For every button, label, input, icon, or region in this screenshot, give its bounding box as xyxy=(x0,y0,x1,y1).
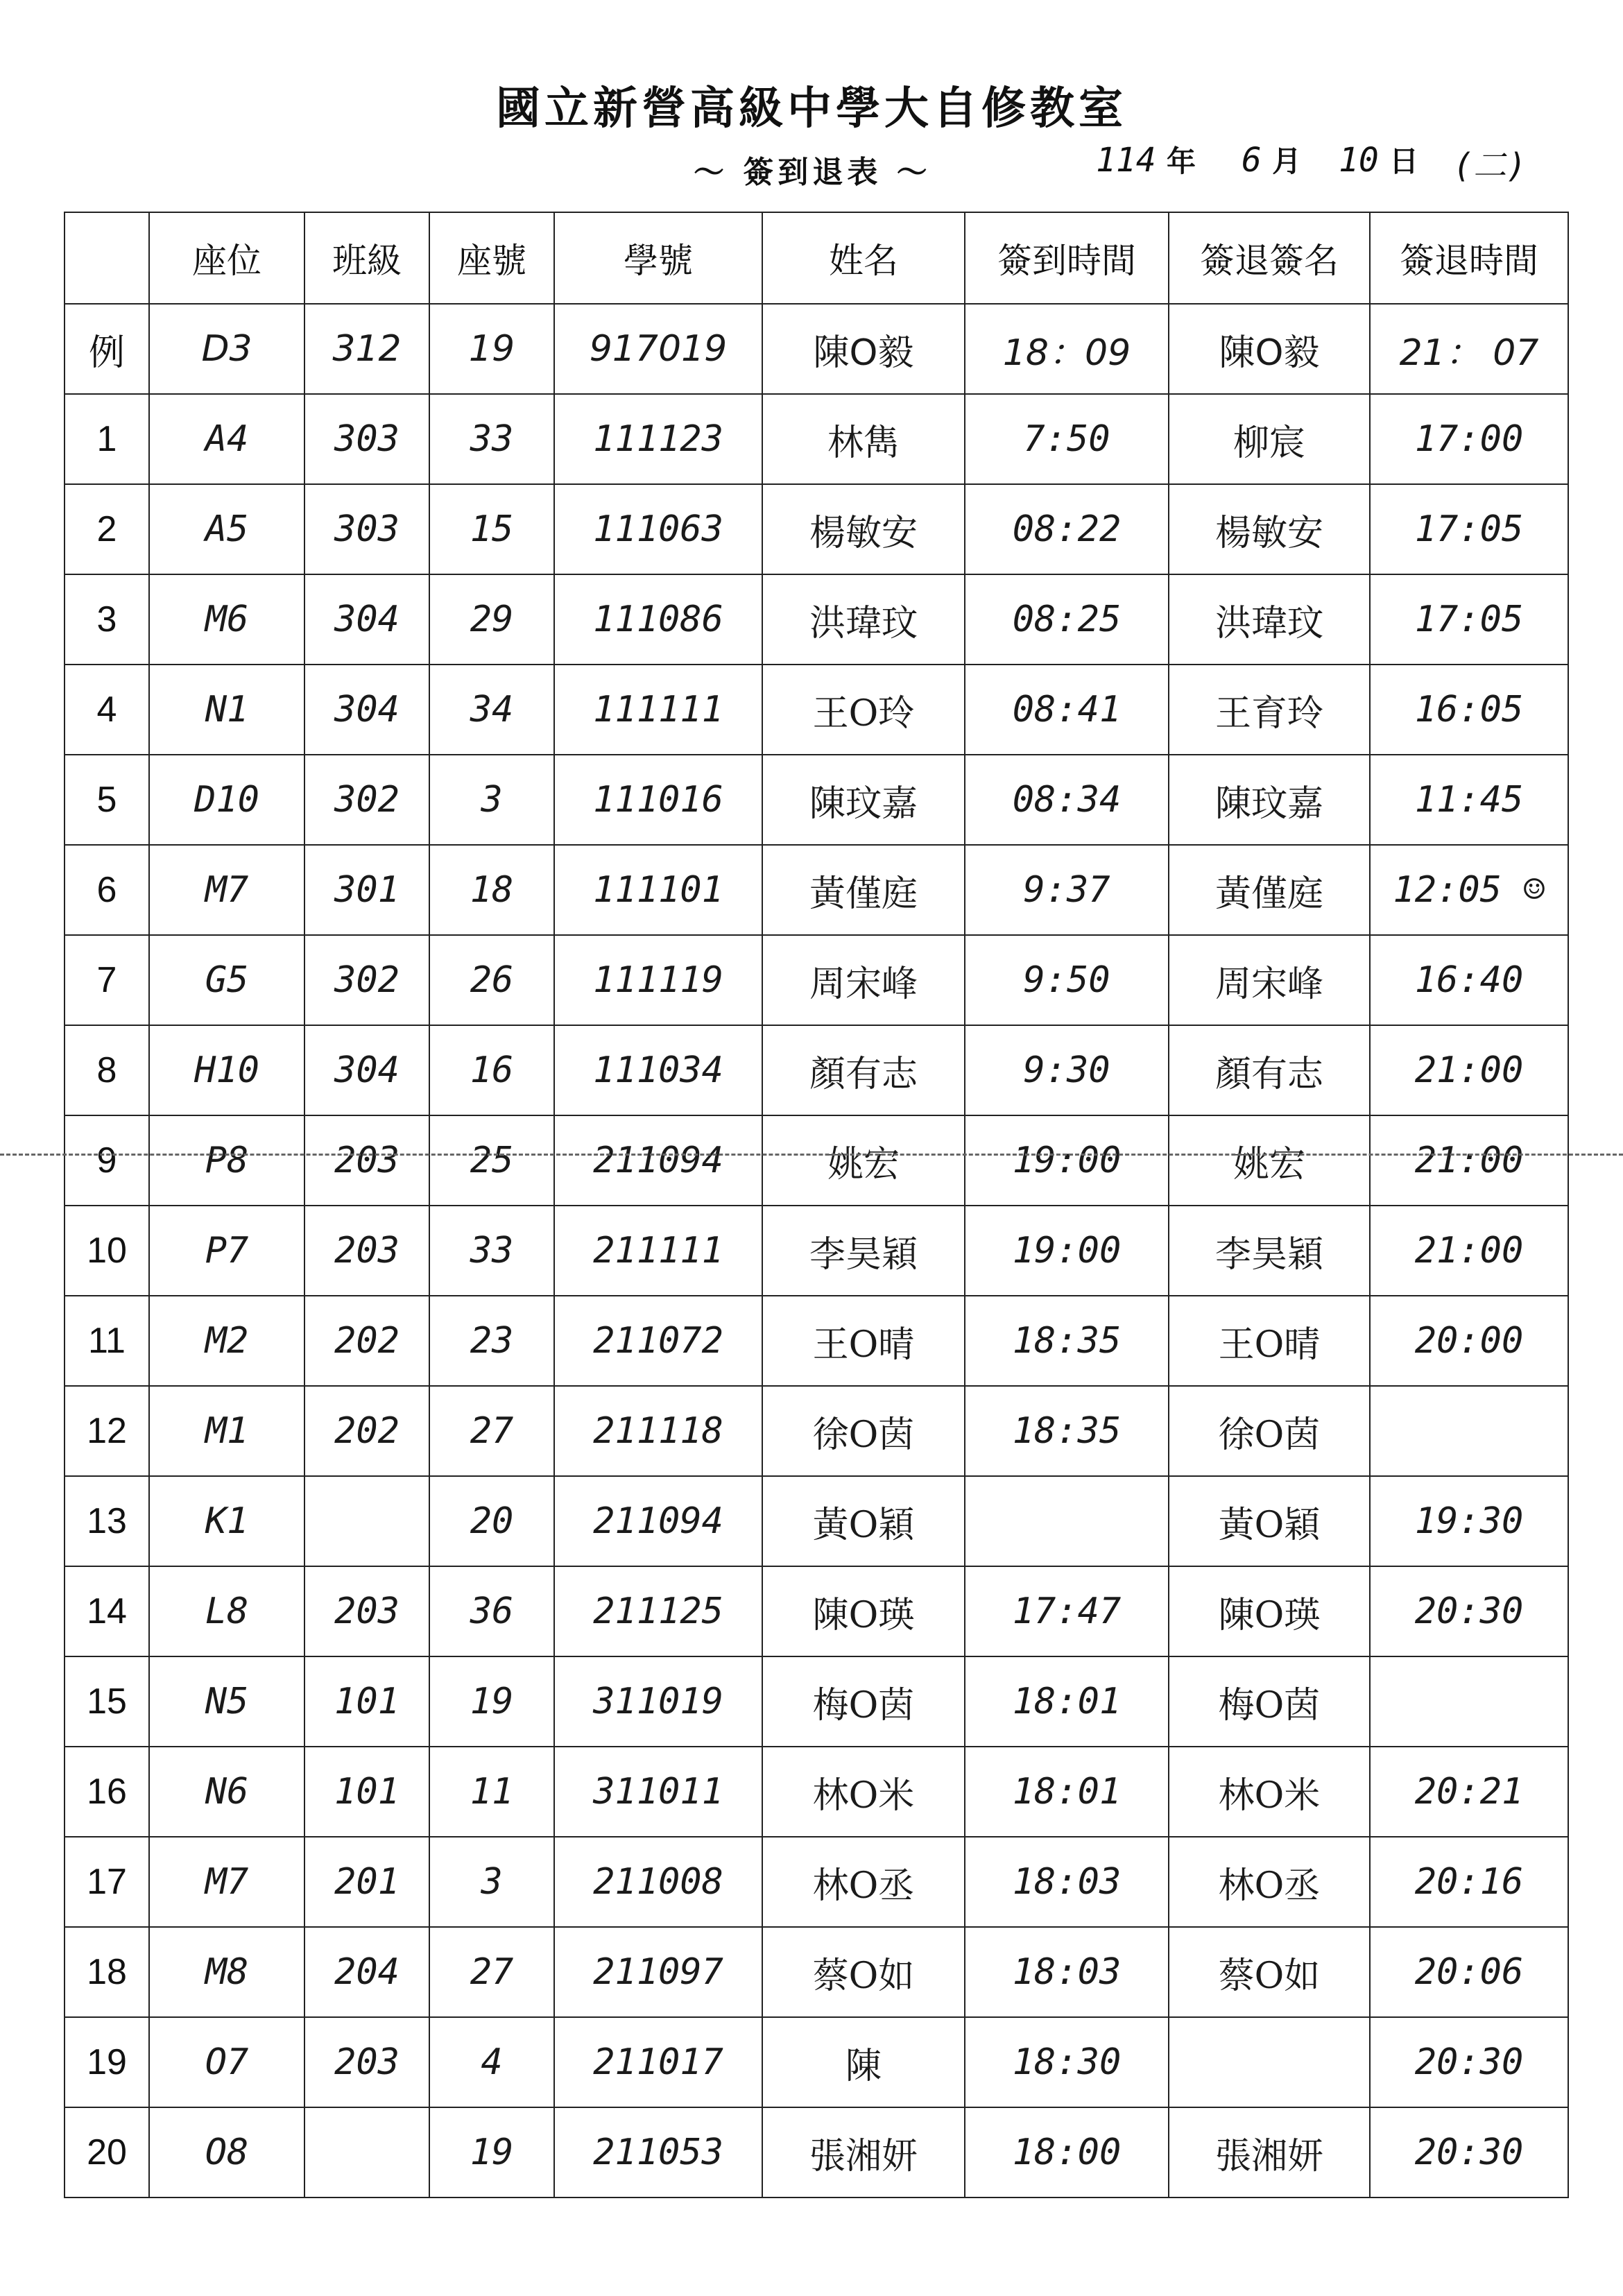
sign-out-time-cell: 20:21 xyxy=(1370,1747,1568,1837)
example-sign-out-time: 21： 07 xyxy=(1370,304,1568,394)
sign-in-time-cell: 08:41 xyxy=(965,665,1169,755)
student-id-cell: 111086 xyxy=(554,574,762,665)
row-index: 20 xyxy=(65,2107,149,2198)
name-cell: 張湘妍 xyxy=(762,2107,965,2198)
sign-in-time-cell: 08:22 xyxy=(965,484,1169,574)
seat-cell: N6 xyxy=(149,1747,304,1837)
class-cell: 203 xyxy=(304,2017,429,2107)
name-cell: 姚宏 xyxy=(762,1115,965,1206)
sign-out-signature-cell: 周宋峰 xyxy=(1169,935,1370,1025)
student-id-cell: 211072 xyxy=(554,1296,762,1386)
col-header-seat: 座位 xyxy=(149,212,304,304)
seat-no-cell: 20 xyxy=(429,1476,554,1566)
sign-in-time-cell: 18:00 xyxy=(965,2107,1169,2198)
class-cell: 302 xyxy=(304,935,429,1025)
sign-out-signature-cell: 王育玲 xyxy=(1169,665,1370,755)
student-id-cell: 111111 xyxy=(554,665,762,755)
seat-no-cell: 18 xyxy=(429,845,554,935)
row-index: 2 xyxy=(65,484,149,574)
sign-out-time-cell xyxy=(1370,1386,1568,1476)
date-month xyxy=(1242,139,1301,180)
sign-out-signature-cell: 王O晴 xyxy=(1169,1296,1370,1386)
table-row xyxy=(65,1566,1568,1656)
row-index: 5 xyxy=(65,755,149,845)
seat-cell: M8 xyxy=(149,1927,304,2017)
sign-out-signature-cell: 梅O茵 xyxy=(1169,1656,1370,1747)
date-weekday xyxy=(1453,139,1527,187)
class-cell xyxy=(304,2107,429,2198)
name-cell: 洪瑋玟 xyxy=(762,574,965,665)
student-id-cell: 111101 xyxy=(554,845,762,935)
table-row xyxy=(65,1206,1568,1296)
seat-no-cell: 25 xyxy=(429,1115,554,1206)
seat-cell: N1 xyxy=(149,665,304,755)
class-cell: 304 xyxy=(304,574,429,665)
sign-out-time-cell: 20:06 xyxy=(1370,1927,1568,2017)
sign-out-time-cell: 20:00 xyxy=(1370,1296,1568,1386)
row-index: 14 xyxy=(65,1566,149,1656)
seat-no-cell: 36 xyxy=(429,1566,554,1656)
name-cell: 陳玟嘉 xyxy=(762,755,965,845)
class-cell: 202 xyxy=(304,1296,429,1386)
sign-out-time-cell: 19:30 xyxy=(1370,1476,1568,1566)
date-day-label: 日 xyxy=(1389,144,1419,178)
sign-in-time-cell: 18:03 xyxy=(965,1927,1169,2017)
table-row xyxy=(65,1115,1568,1206)
date-day-value: 10 xyxy=(1339,141,1379,180)
col-header-name: 姓名 xyxy=(762,212,965,304)
seat-no-cell: 3 xyxy=(429,755,554,845)
sign-out-time-cell: 16:05 xyxy=(1370,665,1568,755)
sign-out-time-cell: 17:05 xyxy=(1370,484,1568,574)
sign-in-time-cell: 18:01 xyxy=(965,1656,1169,1747)
class-cell: 203 xyxy=(304,1566,429,1656)
sign-in-time-cell: 9:37 xyxy=(965,845,1169,935)
table-row xyxy=(65,845,1568,935)
sign-out-time-cell: 20:30 xyxy=(1370,2017,1568,2107)
sign-in-table xyxy=(64,212,1569,2198)
student-id-cell: 211017 xyxy=(554,2017,762,2107)
date-month-label: 月 xyxy=(1272,144,1302,178)
table-row xyxy=(65,2017,1568,2107)
page-title: 國立新營高級中學大自修教室 xyxy=(496,83,1127,135)
name-cell: 顏有志 xyxy=(762,1025,965,1115)
student-id-cell: 111063 xyxy=(554,484,762,574)
row-index: 4 xyxy=(65,665,149,755)
class-cell: 201 xyxy=(304,1837,429,1927)
table-row xyxy=(65,1747,1568,1837)
sign-in-time-cell xyxy=(965,1476,1169,1566)
seat-cell: N5 xyxy=(149,1656,304,1747)
sign-in-time-cell: 18:30 xyxy=(965,2017,1169,2107)
student-id-cell: 311019 xyxy=(554,1656,762,1747)
student-id-cell: 211118 xyxy=(554,1386,762,1476)
sign-out-signature-cell: 陳O瑛 xyxy=(1169,1566,1370,1656)
sign-out-time-cell: 16:40 xyxy=(1370,935,1568,1025)
seat-cell: K1 xyxy=(149,1476,304,1566)
row-index: 13 xyxy=(65,1476,149,1566)
seat-cell: G5 xyxy=(149,935,304,1025)
sign-out-signature-cell: 黃僅庭 xyxy=(1169,845,1370,935)
student-id-cell: 111034 xyxy=(554,1025,762,1115)
seat-no-cell: 26 xyxy=(429,935,554,1025)
sign-out-signature-cell: 顏有志 xyxy=(1169,1025,1370,1115)
table-row xyxy=(65,935,1568,1025)
seat-no-cell: 15 xyxy=(429,484,554,574)
row-index: 3 xyxy=(65,574,149,665)
example-student-id: 917019 xyxy=(554,304,762,394)
class-cell: 204 xyxy=(304,1927,429,2017)
seat-cell: M7 xyxy=(149,845,304,935)
name-cell: 周宋峰 xyxy=(762,935,965,1025)
name-cell: 王O晴 xyxy=(762,1296,965,1386)
example-class: 312 xyxy=(304,304,429,394)
class-cell: 303 xyxy=(304,394,429,484)
row-index: 11 xyxy=(65,1296,149,1386)
table-row xyxy=(65,665,1568,755)
name-cell: 林雋 xyxy=(762,394,965,484)
sign-out-time-cell xyxy=(1370,1656,1568,1747)
sign-out-signature-cell: 林O米 xyxy=(1169,1747,1370,1837)
sign-in-time-cell: 17:47 xyxy=(965,1566,1169,1656)
sign-out-time-cell: 17:00 xyxy=(1370,394,1568,484)
table-row xyxy=(65,1927,1568,2017)
date-year-value: 114 xyxy=(1096,141,1156,180)
fold-dashed-line xyxy=(0,1154,1623,1156)
name-cell: 林O米 xyxy=(762,1747,965,1837)
sign-in-time-cell: 18:03 xyxy=(965,1837,1169,1927)
table-row xyxy=(65,1025,1568,1115)
form-subtitle: ～ 簽到退表 ～ xyxy=(694,155,931,190)
class-cell: 301 xyxy=(304,845,429,935)
class-cell: 304 xyxy=(304,1025,429,1115)
col-header-sign-out-time: 簽退時間 xyxy=(1370,212,1568,304)
sign-in-time-cell: 19:00 xyxy=(965,1115,1169,1206)
sign-in-time-cell: 9:50 xyxy=(965,935,1169,1025)
date-month-value: 6 xyxy=(1242,141,1262,180)
example-sign-out-signature: 陳O毅 xyxy=(1169,304,1370,394)
class-cell: 101 xyxy=(304,1656,429,1747)
seat-cell: D10 xyxy=(149,755,304,845)
sign-out-time-cell: 21:00 xyxy=(1370,1115,1568,1206)
name-cell: 林O丞 xyxy=(762,1837,965,1927)
sign-out-signature-cell: 陳玟嘉 xyxy=(1169,755,1370,845)
class-cell: 302 xyxy=(304,755,429,845)
seat-cell: P8 xyxy=(149,1115,304,1206)
sign-out-signature-cell: 林O丞 xyxy=(1169,1837,1370,1927)
col-header-sign-out-signature: 簽退簽名 xyxy=(1169,212,1370,304)
seat-cell: O7 xyxy=(149,2017,304,2107)
sign-in-time-cell: 9:30 xyxy=(965,1025,1169,1115)
seat-no-cell: 33 xyxy=(429,1206,554,1296)
student-id-cell: 111119 xyxy=(554,935,762,1025)
sign-out-signature-cell: 李昊穎 xyxy=(1169,1206,1370,1296)
student-id-cell: 211094 xyxy=(554,1476,762,1566)
name-cell: 王O玲 xyxy=(762,665,965,755)
sign-out-signature-cell: 黃O穎 xyxy=(1169,1476,1370,1566)
class-cell: 304 xyxy=(304,665,429,755)
seat-no-cell: 11 xyxy=(429,1747,554,1837)
row-index: 10 xyxy=(65,1206,149,1296)
seat-no-cell: 33 xyxy=(429,394,554,484)
sign-out-signature-cell: 洪瑋玟 xyxy=(1169,574,1370,665)
table-row xyxy=(65,1837,1568,1927)
sign-in-time-cell: 18:01 xyxy=(965,1747,1169,1837)
table-header-row xyxy=(65,212,1568,304)
sign-out-time-cell: 11:45 xyxy=(1370,755,1568,845)
class-cell: 202 xyxy=(304,1386,429,1476)
seat-cell: M6 xyxy=(149,574,304,665)
row-index: 6 xyxy=(65,845,149,935)
sign-out-signature-cell: 蔡O如 xyxy=(1169,1927,1370,2017)
sign-out-signature-cell: 張湘妍 xyxy=(1169,2107,1370,2198)
row-index: 16 xyxy=(65,1747,149,1837)
student-id-cell: 311011 xyxy=(554,1747,762,1837)
example-sign-in-time: 18：09 xyxy=(965,304,1169,394)
example-name: 陳O毅 xyxy=(762,304,965,394)
example-row xyxy=(65,304,1568,394)
student-id-cell: 211125 xyxy=(554,1566,762,1656)
table-row xyxy=(65,484,1568,574)
seat-cell: A4 xyxy=(149,394,304,484)
row-index: 15 xyxy=(65,1656,149,1747)
sign-out-time-cell: 20:16 xyxy=(1370,1837,1568,1927)
row-index: 12 xyxy=(65,1386,149,1476)
seat-no-cell: 4 xyxy=(429,2017,554,2107)
row-index: 7 xyxy=(65,935,149,1025)
name-cell: 黃僅庭 xyxy=(762,845,965,935)
example-seat: D3 xyxy=(149,304,304,394)
student-id-cell: 211053 xyxy=(554,2107,762,2198)
seat-no-cell: 3 xyxy=(429,1837,554,1927)
seat-no-cell: 16 xyxy=(429,1025,554,1115)
seat-cell: O8 xyxy=(149,2107,304,2198)
sign-out-time-cell: 21:00 xyxy=(1370,1025,1568,1115)
date-day xyxy=(1339,139,1418,180)
example-seat-no: 19 xyxy=(429,304,554,394)
date-weekday-value: (二) xyxy=(1453,146,1527,185)
student-id-cell: 211008 xyxy=(554,1837,762,1927)
sign-out-signature-cell: 徐O茵 xyxy=(1169,1386,1370,1476)
name-cell: 梅O茵 xyxy=(762,1656,965,1747)
table-row xyxy=(65,755,1568,845)
table-row xyxy=(65,574,1568,665)
sign-out-signature-cell: 柳宸 xyxy=(1169,394,1370,484)
seat-cell: L8 xyxy=(149,1566,304,1656)
seat-no-cell: 19 xyxy=(429,2107,554,2198)
date-year xyxy=(1096,139,1196,180)
sign-in-time-cell: 08:34 xyxy=(965,755,1169,845)
sign-in-time-cell: 18:35 xyxy=(965,1386,1169,1476)
name-cell: 蔡O如 xyxy=(762,1927,965,2017)
sign-out-time-cell: 17:05 xyxy=(1370,574,1568,665)
sign-out-time-cell: 12:05 ☺ xyxy=(1370,845,1568,935)
student-id-cell: 111016 xyxy=(554,755,762,845)
seat-cell: H10 xyxy=(149,1025,304,1115)
sign-in-time-cell: 19:00 xyxy=(965,1206,1169,1296)
student-id-cell: 211097 xyxy=(554,1927,762,2017)
table-row xyxy=(65,1296,1568,1386)
name-cell: 陳 xyxy=(762,2017,965,2107)
table-row xyxy=(65,1386,1568,1476)
class-cell: 303 xyxy=(304,484,429,574)
table-row xyxy=(65,1656,1568,1747)
row-index: 19 xyxy=(65,2017,149,2107)
name-cell: 陳O瑛 xyxy=(762,1566,965,1656)
seat-no-cell: 19 xyxy=(429,1656,554,1747)
name-cell: 李昊穎 xyxy=(762,1206,965,1296)
seat-cell: A5 xyxy=(149,484,304,574)
sign-out-time-cell: 20:30 xyxy=(1370,2107,1568,2198)
sign-in-time-cell: 08:25 xyxy=(965,574,1169,665)
sign-in-time-cell: 18:35 xyxy=(965,1296,1169,1386)
seat-cell: M1 xyxy=(149,1386,304,1476)
sign-out-time-cell: 21:00 xyxy=(1370,1206,1568,1296)
sign-out-signature-cell: 姚宏 xyxy=(1169,1115,1370,1206)
col-header-sign-in-time: 簽到時間 xyxy=(965,212,1169,304)
row-index: 1 xyxy=(65,394,149,484)
seat-no-cell: 29 xyxy=(429,574,554,665)
table-row xyxy=(65,2107,1568,2198)
student-id-cell: 211094 xyxy=(554,1115,762,1206)
seat-no-cell: 34 xyxy=(429,665,554,755)
sign-out-signature-cell xyxy=(1169,2017,1370,2107)
sign-out-signature-cell: 楊敏安 xyxy=(1169,484,1370,574)
row-index: 8 xyxy=(65,1025,149,1115)
name-cell: 楊敏安 xyxy=(762,484,965,574)
row-index: 9 xyxy=(65,1115,149,1206)
class-cell: 101 xyxy=(304,1747,429,1837)
example-label: 例 xyxy=(65,304,149,394)
col-header-class: 班級 xyxy=(304,212,429,304)
sign-out-time-cell: 20:30 xyxy=(1370,1566,1568,1656)
row-index: 17 xyxy=(65,1837,149,1927)
class-cell xyxy=(304,1476,429,1566)
col-header-student-id: 學號 xyxy=(554,212,762,304)
seat-no-cell: 27 xyxy=(429,1386,554,1476)
student-id-cell: 211111 xyxy=(554,1206,762,1296)
seat-cell: M7 xyxy=(149,1837,304,1927)
row-index: 18 xyxy=(65,1927,149,2017)
sign-in-time-cell: 7:50 xyxy=(965,394,1169,484)
col-header-seat-no: 座號 xyxy=(429,212,554,304)
class-cell: 203 xyxy=(304,1115,429,1206)
col-header-index xyxy=(65,212,149,304)
name-cell: 黃O穎 xyxy=(762,1476,965,1566)
seat-cell: P7 xyxy=(149,1206,304,1296)
class-cell: 203 xyxy=(304,1206,429,1296)
table-row xyxy=(65,1476,1568,1566)
seat-no-cell: 23 xyxy=(429,1296,554,1386)
student-id-cell: 111123 xyxy=(554,394,762,484)
seat-no-cell: 27 xyxy=(429,1927,554,2017)
seat-cell: M2 xyxy=(149,1296,304,1386)
date-year-label: 年 xyxy=(1166,144,1196,178)
name-cell: 徐O茵 xyxy=(762,1386,965,1476)
table-row xyxy=(65,394,1568,484)
